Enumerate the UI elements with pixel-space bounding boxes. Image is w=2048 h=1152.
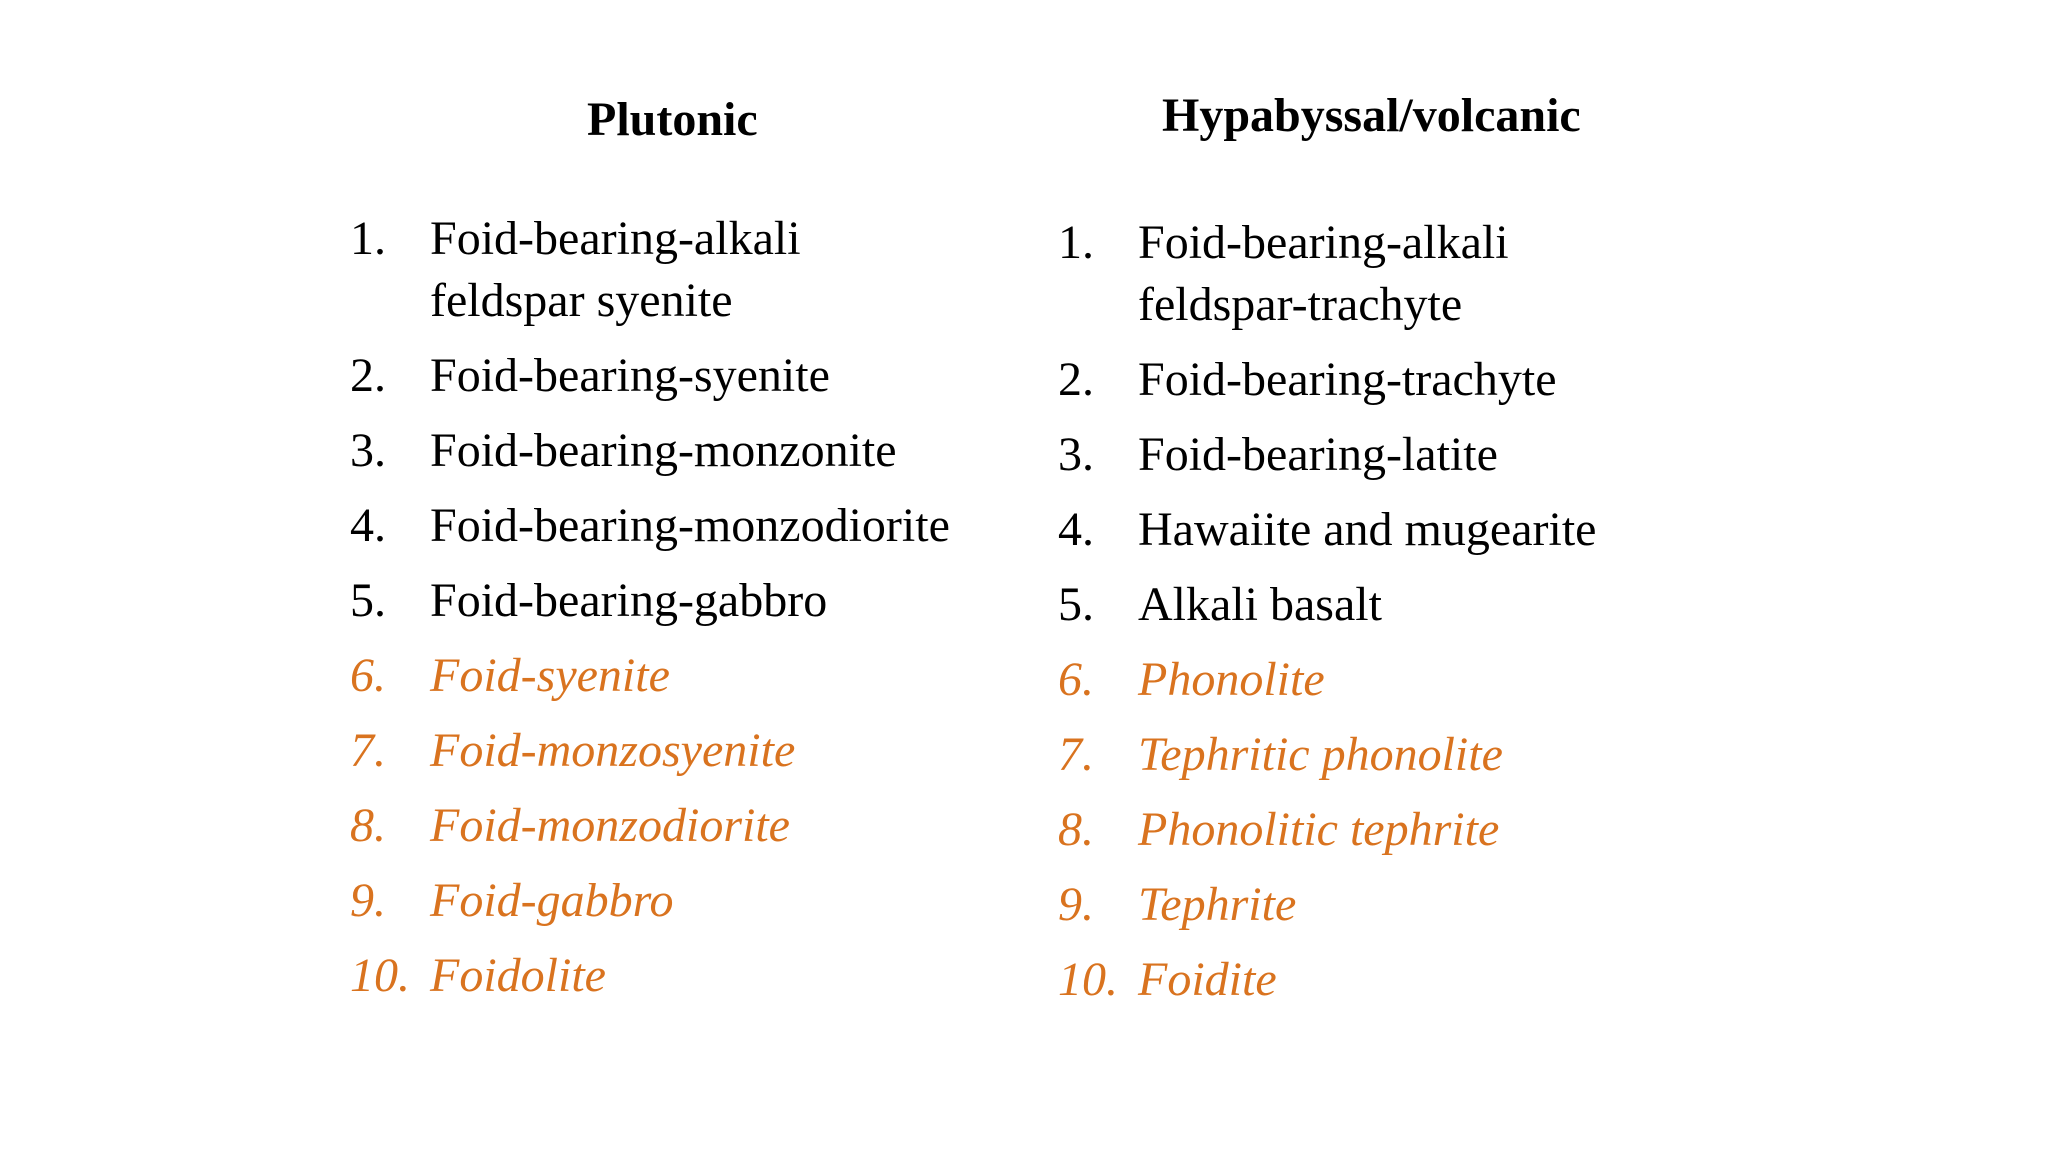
list-item — [1058, 212, 1596, 336]
item-number: 1. — [1058, 216, 1094, 269]
item-number: 6. — [350, 649, 386, 702]
list-item — [350, 570, 950, 632]
list-item — [350, 345, 950, 407]
item-number: 1. — [350, 212, 386, 265]
item-number: 5. — [350, 574, 386, 627]
list-item — [1058, 799, 1596, 861]
item-text: Foid-bearing-gabbro — [430, 574, 828, 627]
item-text: Alkali basalt — [1138, 578, 1382, 631]
item-number: 6. — [1058, 653, 1094, 706]
item-number: 7. — [350, 724, 386, 777]
item-text: Tephrite — [1138, 878, 1297, 931]
item-text: Foid-bearing-monzonite — [430, 424, 897, 477]
item-number: 4. — [1058, 503, 1094, 556]
item-number: 10. — [1058, 953, 1118, 1006]
item-number: 10. — [350, 949, 410, 1002]
item-number: 7. — [1058, 728, 1094, 781]
plutonic-list — [350, 208, 950, 1020]
item-text: Foid-bearing-latite — [1138, 428, 1498, 481]
list-item — [1058, 724, 1596, 786]
item-number: 5. — [1058, 578, 1094, 631]
item-text: Phonolite — [1138, 653, 1325, 706]
list-item — [1058, 949, 1596, 1011]
list-item — [350, 720, 950, 782]
list-item — [350, 208, 950, 332]
list-item — [350, 645, 950, 707]
item-text: Phonolitic tephrite — [1138, 803, 1500, 856]
item-text — [430, 208, 801, 332]
item-number: 9. — [1058, 878, 1094, 931]
plutonic-heading: Plutonic — [587, 93, 758, 146]
list-item — [1058, 649, 1596, 711]
volcanic-list — [1058, 212, 1596, 1024]
list-item — [1058, 499, 1596, 561]
item-text: Foid-bearing-monzodiorite — [430, 499, 950, 552]
list-item — [1058, 874, 1596, 936]
item-number: 4. — [350, 499, 386, 552]
item-text: Tephritic phonolite — [1138, 728, 1503, 781]
item-text: Foid-monzosyenite — [430, 724, 796, 777]
list-item — [350, 420, 950, 482]
list-item — [350, 945, 950, 1007]
item-text: Foidolite — [430, 949, 606, 1002]
item-number: 9. — [350, 874, 386, 927]
item-text: Hawaiite and mugearite — [1138, 503, 1597, 556]
item-text: Foid-gabbro — [430, 874, 674, 927]
list-item — [1058, 574, 1596, 636]
list-item — [350, 495, 950, 557]
item-text-line: feldspar syenite — [430, 274, 733, 327]
item-number: 3. — [350, 424, 386, 477]
item-number: 8. — [350, 799, 386, 852]
item-text: Foid-bearing-trachyte — [1138, 353, 1557, 406]
item-text: Foid-monzodiorite — [430, 799, 790, 852]
item-text-line: Foid-bearing-alkali — [430, 212, 801, 265]
item-text: Foid-syenite — [430, 649, 670, 702]
list-item — [1058, 424, 1596, 486]
item-text: Foid-bearing-syenite — [430, 349, 830, 402]
list-item — [350, 795, 950, 857]
item-text-line: Foid-bearing-alkali — [1138, 216, 1509, 269]
item-number: 8. — [1058, 803, 1094, 856]
list-item — [1058, 349, 1596, 411]
item-text: Foidite — [1138, 953, 1277, 1006]
item-text-line: feldspar-trachyte — [1138, 278, 1463, 331]
item-number: 2. — [1058, 353, 1094, 406]
item-text — [1138, 212, 1509, 336]
volcanic-heading: Hypabyssal/volcanic — [1162, 89, 1581, 142]
list-item — [350, 870, 950, 932]
item-number: 2. — [350, 349, 386, 402]
item-number: 3. — [1058, 428, 1094, 481]
